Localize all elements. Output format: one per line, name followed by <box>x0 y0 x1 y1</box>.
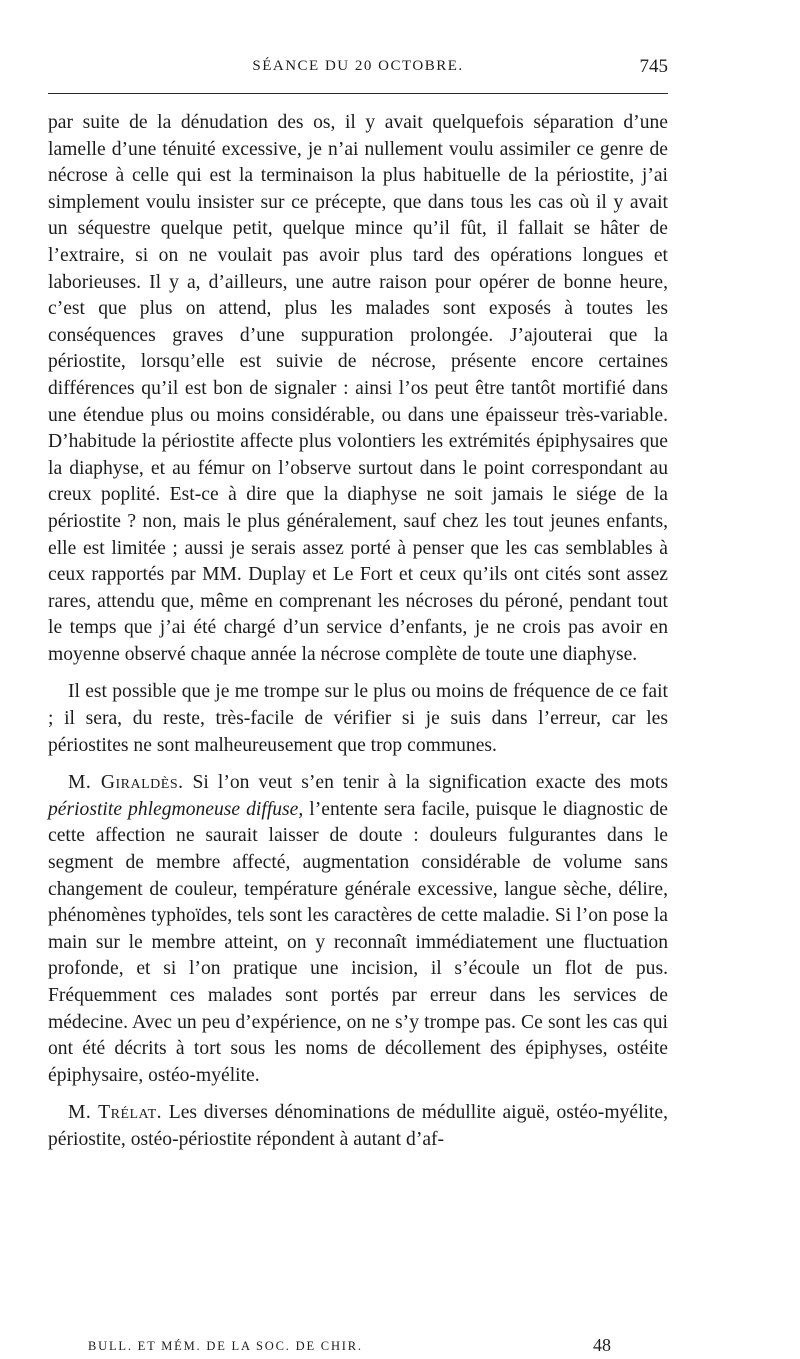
speaker-trelat: M. Trélat. <box>68 1102 163 1124</box>
signature-line: BULL. ET MÉM. DE LA SOC. DE CHIR. <box>88 1339 363 1353</box>
paragraph-giraldes-text-a: Si l’on veut s’en tenir à la signification exacte des mots <box>183 772 668 794</box>
paragraph-trelat <box>48 1100 668 1153</box>
page-footer <box>48 1335 668 1357</box>
paragraph-2: Il est possible que je me trompe sur le plus ou moins de fréquence de ce fait ; il sera, du reste, très-facile de vérifier si je suis dans l’erreur, car les périostites ne sont malheureusement que trop communes. <box>48 681 668 756</box>
body-text <box>48 110 668 1165</box>
paragraph-trelat-text: Les diverses dénominations de médullite aiguë, ostéo-myélite, périostite, ostéo-périostite répondent à autant d’af- <box>48 1102 668 1150</box>
paragraph-1: par suite de la dénudation des os, il y avait quelquefois séparation d’une lamelle d’une ténuité excessive, je n’ai nullement voulu assimiler ce genre de nécrose à celle qui est la terminaison la plus habituelle de la périostite, j’ai simplement voulu insister sur ce précepte, que dans tous les cas où il y avait un séquestre quelque petit, quelque mince qu’il fût, il fallait se hâter de l’extraire, si on ne voulait pas avoir plus tard des opérations longues et laborieuses. Il y a, d’ailleurs, une autre raison pour opérer de bonne heure, c’est que plus on attend, plus les malades sont exposés à toutes les conséquences graves d’une suppuration prolongée. J’ajouterai que la périostite, lorsqu’elle est suivie de nécrose, présente encore certaines différences qu’il est bon de signaler : ainsi l’os peut être tantôt mortifié dans une étendue plus ou moins considérable, ou dans une épaisseur très-variable. D’habitude la périostite affecte plus volontiers les extrémités épiphysaires que la diaphyse, et au fémur on l’observe surtout dans le point correspondant au creux poplité. Est-ce à dire que la diaphyse ne soit jamais le siége de la périostite ? non, mais le plus généralement, sauf chez les tout jeunes enfants, elle est limitée ; aussi je serais assez porté à penser que les cas semblables à ceux rapportés par MM. Duplay et Le Fort et ceux qu’ils ont cités sont assez rares, attendu que, même en comprenant les nécroses du péroné, pendant tout le temps que j’ai été chargé d’un service d’enfants, je ne crois pas avoir en moyenne observé chaque année la nécrose complète de toute une diaphyse. <box>48 112 668 665</box>
page-header <box>48 56 668 82</box>
running-head: SÉANCE DU 20 OCTOBRE. <box>252 58 464 74</box>
paragraph-giraldes <box>48 770 668 1089</box>
paragraph-giraldes-emphasis: périostite phlegmoneuse diffuse, <box>48 798 304 820</box>
page-number: 745 <box>639 56 668 77</box>
document-page <box>48 0 668 1359</box>
speaker-giraldes: M. Giraldès. <box>68 772 184 794</box>
paragraph-giraldes-text-b: l’entente sera facile, puisque le diagnostic de cette affection ne saurait laisser de doute : douleurs fulgurantes dans le segment de membre affecté, augmentation considérable de volume sans changement de couleur, température générale excessive, langue sèche, délire, phénomènes typhoïdes, tels sont les caractères de cette maladie. Si l’on pose la main sur le membre atteint, on y reconnaît immédiatement une fluctuation profonde, et si l’on pratique une incision, il s’écoule un flot de pus. Fréquemment ces malades sont portés par erreur dans les services de médecine. Avec un peu d’expérience, on ne s’y trompe pas. Ce sont les cas qui ont été décrits à tort sous les noms de décollement des épiphyses, ostéite épiphysaire, ostéo-myélite. <box>48 798 668 1086</box>
header-rule <box>48 93 668 94</box>
signature-number: 48 <box>593 1335 611 1355</box>
